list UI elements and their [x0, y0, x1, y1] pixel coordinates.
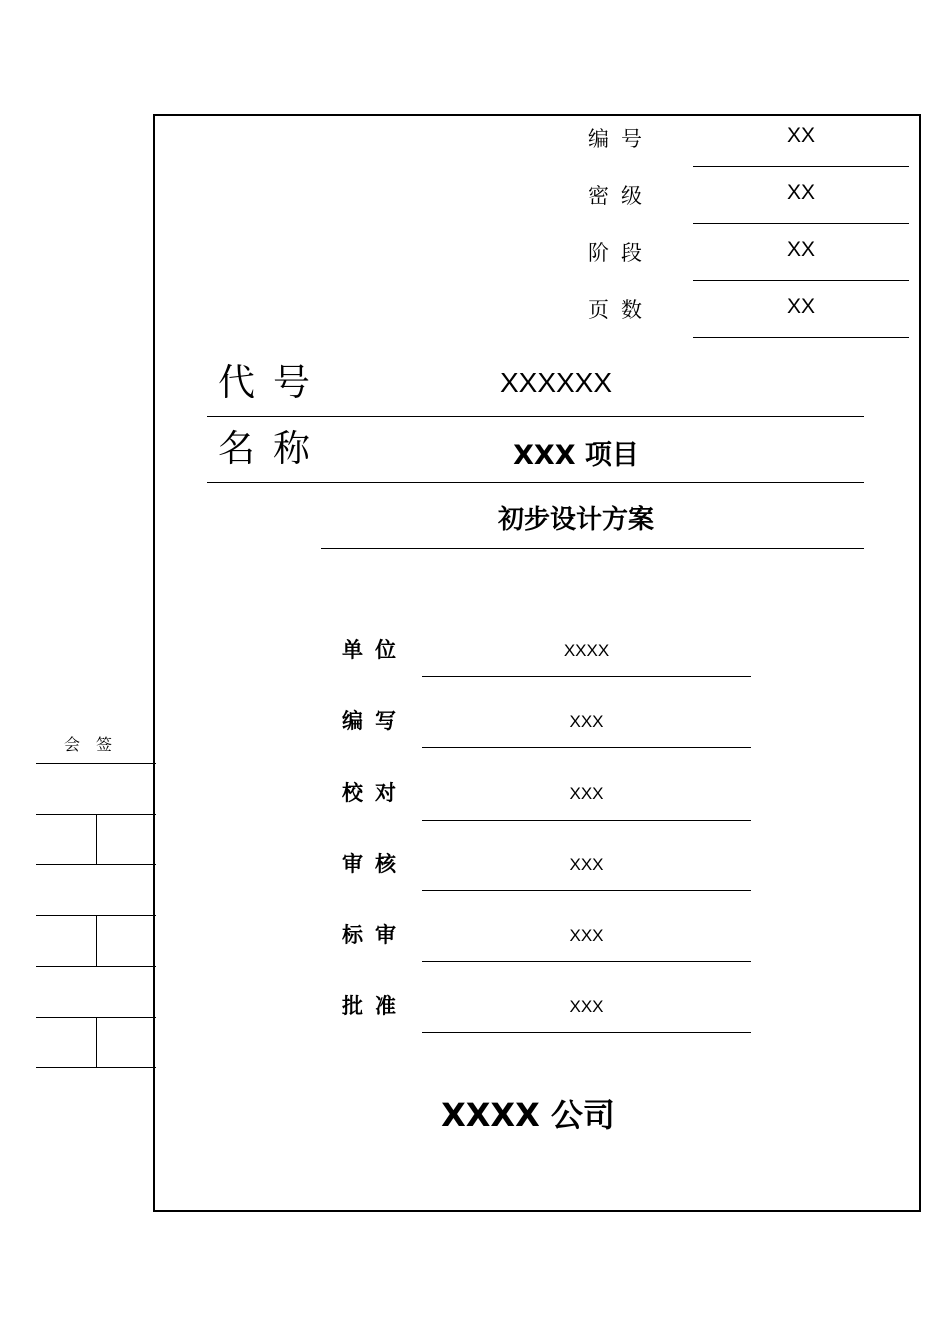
meta-label-stage: 阶段 — [588, 241, 654, 265]
meta-value-pages: XX — [786, 295, 815, 318]
sig-divider — [422, 890, 751, 891]
code-value: XXXXXX — [499, 367, 613, 398]
sig-divider — [422, 1032, 751, 1033]
meta-value-number: XX — [786, 124, 815, 147]
sig-divider — [422, 961, 751, 962]
meta-label-classification: 密级 — [588, 184, 654, 208]
subtitle-divider — [321, 548, 864, 549]
countersign-row-line — [36, 763, 156, 764]
countersign-row-line — [36, 1067, 156, 1068]
sig-value-proofread: XXX — [569, 784, 604, 803]
sig-value-unit: XXXX — [563, 641, 610, 660]
countersign-row-line — [36, 966, 156, 967]
sig-label-review: 审核 — [342, 852, 408, 876]
sig-value-review: XXX — [569, 855, 604, 874]
sig-value-author: XXX — [569, 712, 604, 731]
document-subtitle: 初步设计方案 — [497, 505, 654, 535]
sig-label-standard-review: 标审 — [342, 923, 408, 947]
name-divider — [207, 482, 864, 483]
countersign-column-line — [96, 1017, 97, 1067]
sig-label-proofread: 校对 — [342, 781, 408, 805]
document-frame — [153, 114, 921, 1212]
meta-value-classification: XX — [786, 181, 815, 204]
meta-label-pages: 页数 — [588, 298, 654, 322]
countersign-row-line — [36, 864, 156, 865]
countersign-column-line — [96, 814, 97, 864]
sig-divider — [422, 747, 751, 748]
sig-divider — [422, 676, 751, 677]
meta-label-number: 编号 — [588, 127, 654, 151]
sig-value-standard-review: XXX — [569, 926, 604, 945]
company-name: XXXX 公司 — [441, 1096, 615, 1134]
meta-divider — [693, 223, 909, 224]
meta-divider — [693, 166, 909, 167]
code-label: 代号 — [218, 361, 328, 404]
meta-divider — [693, 280, 909, 281]
name-label: 名称 — [218, 427, 328, 470]
sig-label-unit: 单位 — [342, 638, 408, 662]
sig-divider — [422, 820, 751, 821]
countersign-column-line — [96, 915, 97, 966]
project-name: XXX 项目 — [513, 440, 639, 471]
sig-value-approve: XXX — [569, 997, 604, 1016]
code-divider — [207, 416, 864, 417]
sig-label-author: 编写 — [342, 709, 408, 733]
meta-divider — [693, 337, 909, 338]
meta-value-stage: XX — [786, 238, 815, 261]
sig-label-approve: 批准 — [342, 994, 408, 1018]
countersign-label: 会签 — [63, 735, 128, 754]
